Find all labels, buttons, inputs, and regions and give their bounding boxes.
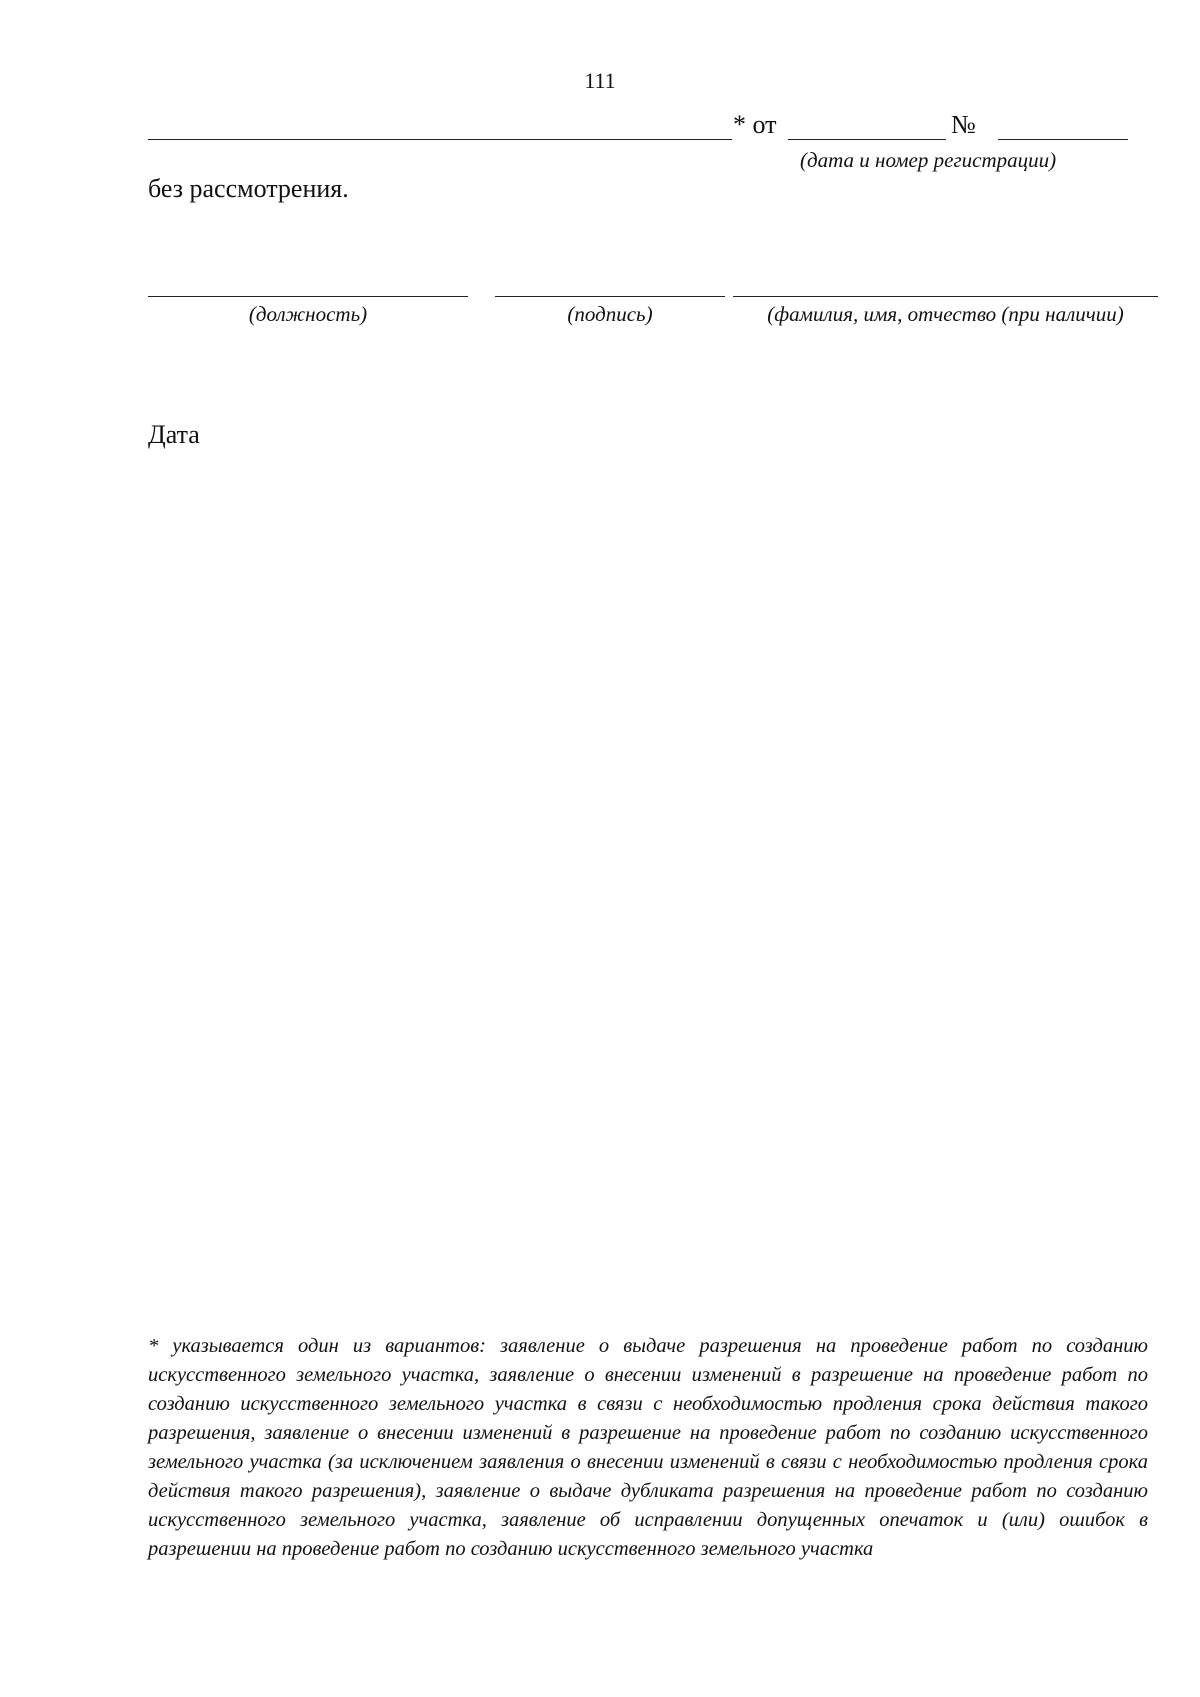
registration-caption: (дата и номер регистрации)	[800, 148, 1057, 172]
name-blank-line	[733, 296, 1158, 297]
asterisk-from-label: * от	[733, 110, 777, 139]
date-label: Дата	[148, 420, 200, 449]
signature-caption: (подпись)	[567, 302, 653, 326]
without-review-text: без рассмотрения.	[148, 174, 349, 203]
position-caption: (должность)	[248, 302, 368, 326]
footnote: * указывается один из вариантов: заявление о выдаче разрешения на проведение работ по созданию искусственного земельного участка, заявление о внесении изменений в разрешение на проведение работ по созданию искусственного земельного участка в связи с необходимостью продления срока действия такого разрешения, заявление о внесении изменений в разрешение на проведение работ по созданию искусственного земельного участка (за исключением заявления о внесении изменений в связи с необходимостью продления срока действия такого разрешения), заявление о выдаче дубликата разрешения на проведение работ по созданию искусственного земельного участка, заявление об исправлении допущенных опечаток и (или) ошибок в разрешении на проведение работ по созданию искусственного земельного участка	[148, 1335, 1148, 1560]
signature-blank-line	[495, 296, 725, 297]
application-type-blank-line	[148, 139, 732, 140]
number-sign-label: №	[951, 110, 976, 139]
registration-date-blank-line	[788, 139, 946, 140]
registration-number-blank-line	[998, 139, 1128, 140]
position-blank-line	[148, 296, 468, 297]
page-number: 111	[584, 68, 616, 93]
name-caption: (фамилия, имя, отчество (при наличии)	[767, 302, 1124, 326]
